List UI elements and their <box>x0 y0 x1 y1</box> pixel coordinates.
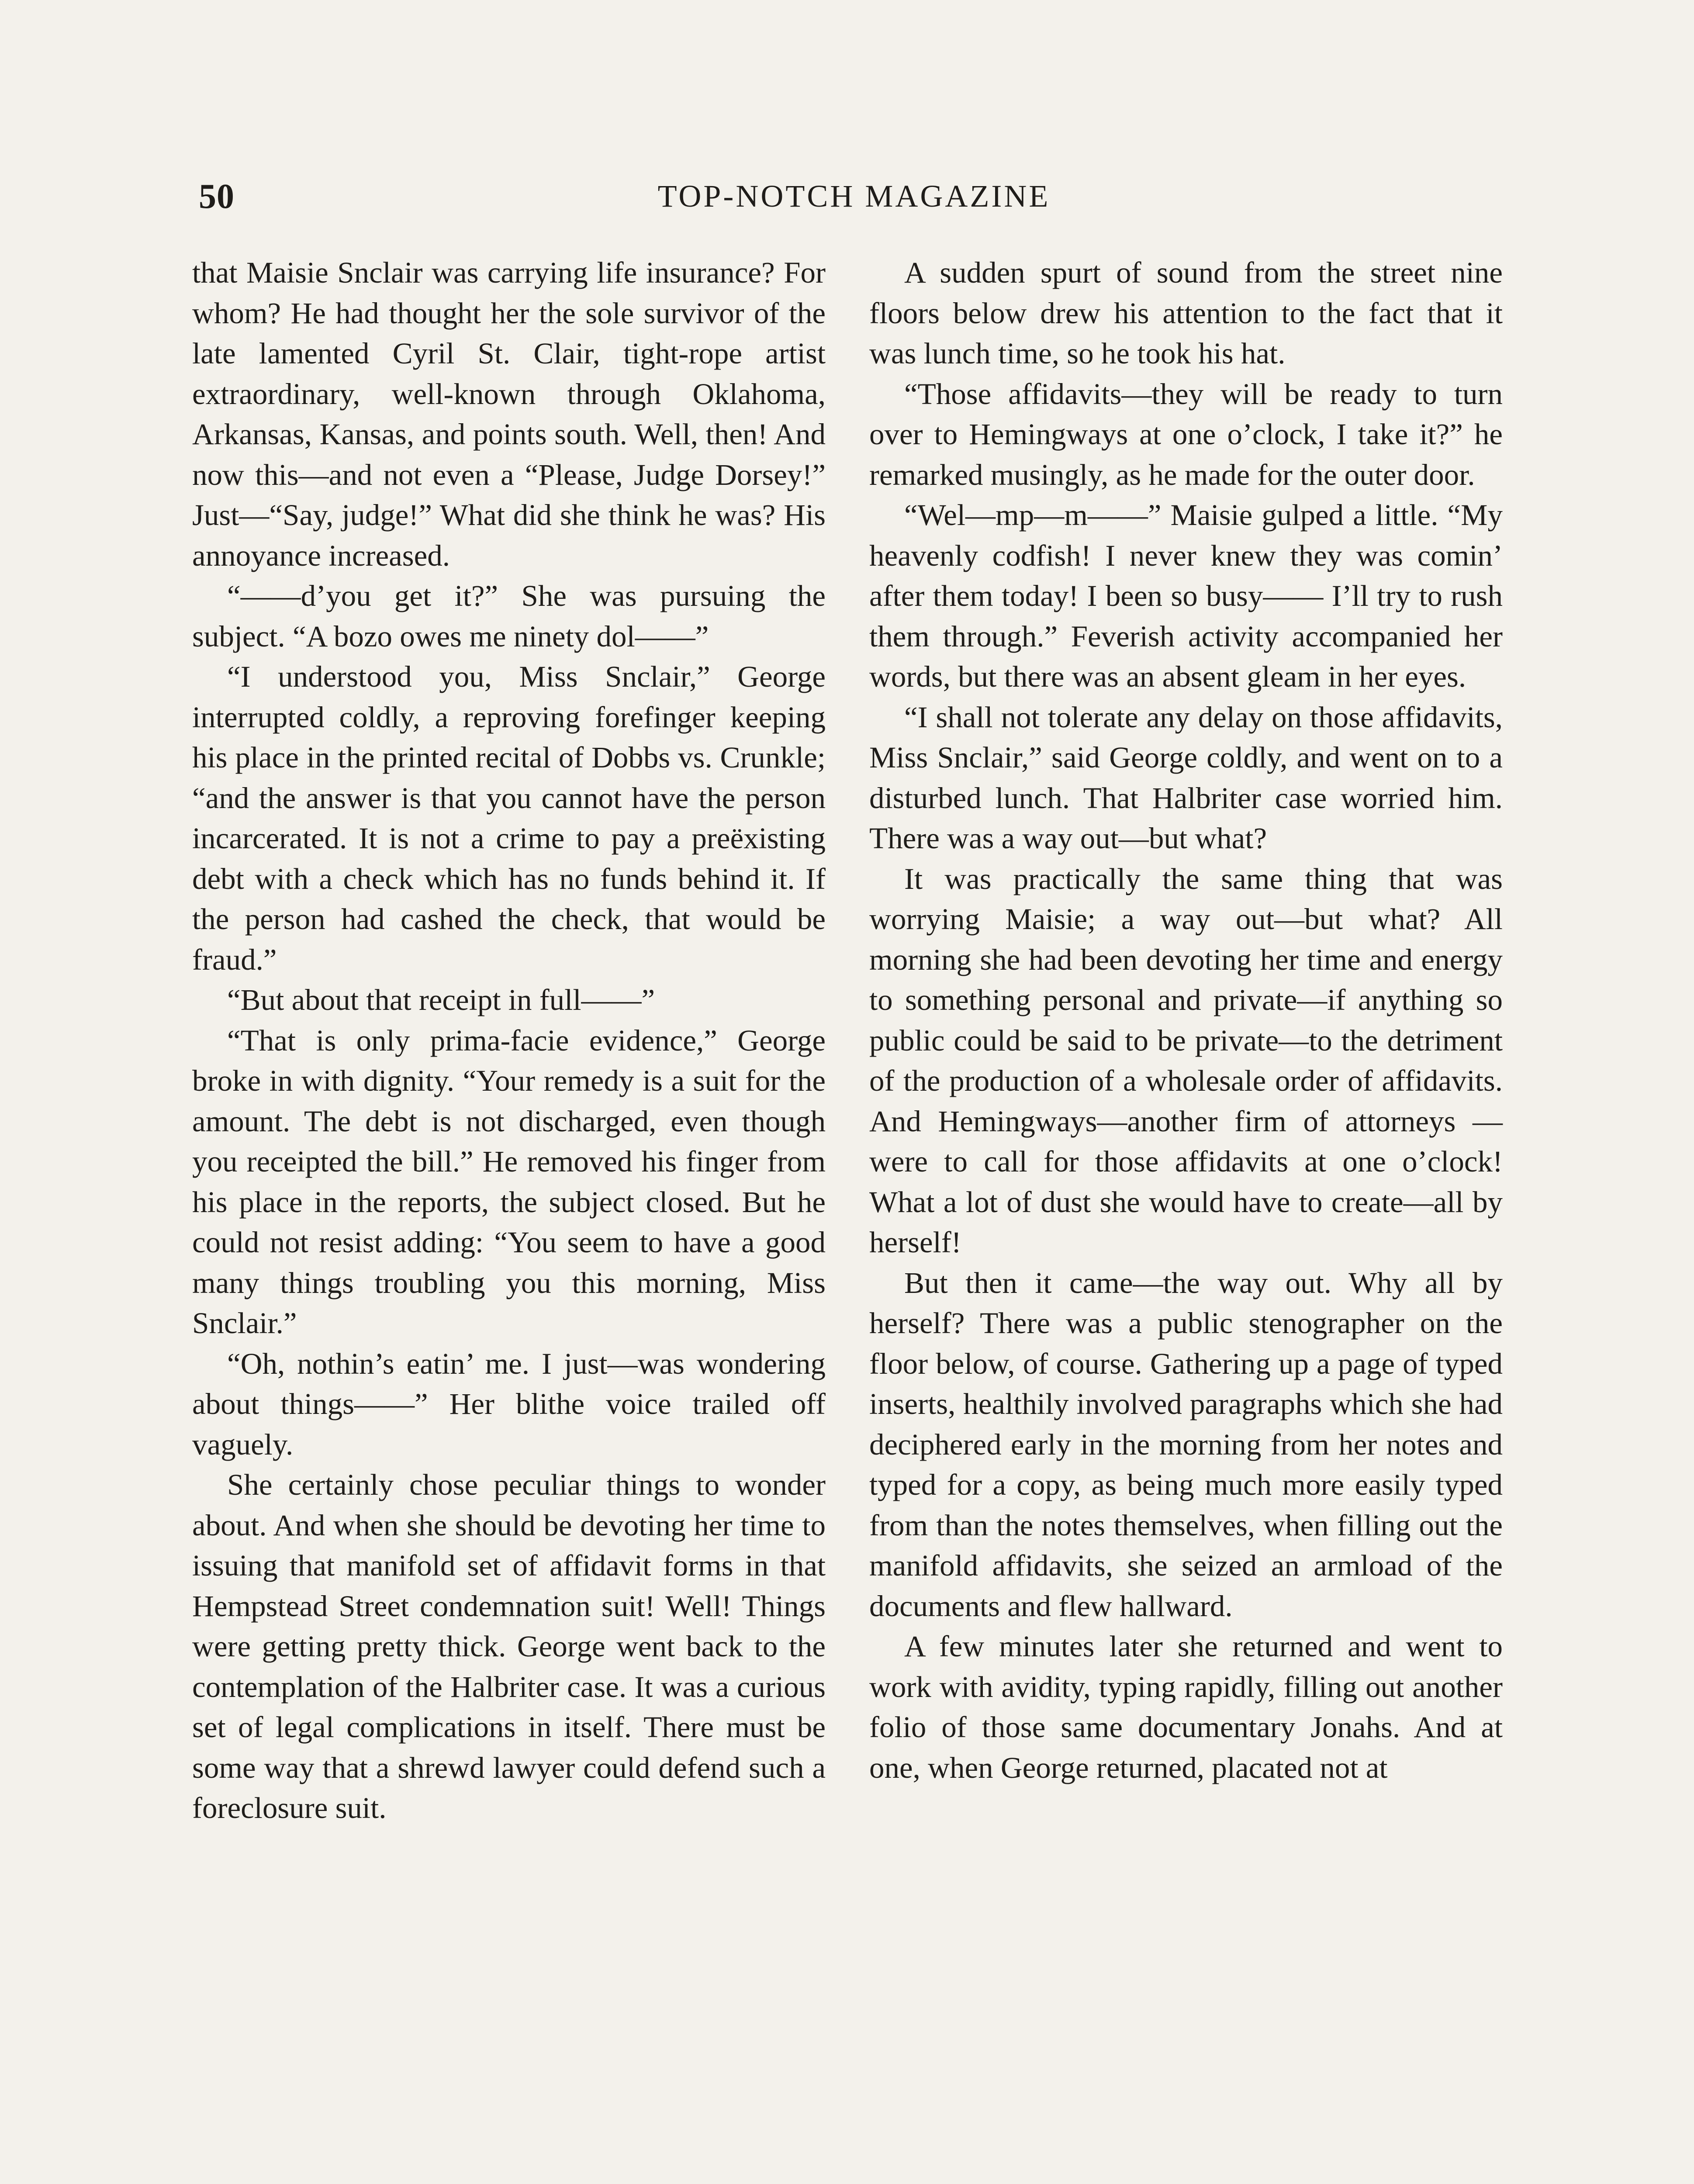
page-number: 50 <box>199 177 235 216</box>
paragraph: It was practically the same thing that was worrying Maisie; a way out—but what? All morning she had been devoting her time and energy to something personal and private—if anything so public could be said to be private—to the detriment of the production of a wholesale order of affidavits. And Hemingways—another firm of attorneys —were to call for those affidavits at one o’clock! What a lot of dust she would have to create—all by herself! <box>869 862 1503 1259</box>
paragraph: “Wel—mp—m——” Maisie gulped a little. “My heavenly codfish! I never knew they was comin’ after them today! I been so busy—— I’ll try to rush them through.” Feverish activity accompanied her words, but there was an absent gleam in her eyes. <box>869 498 1503 693</box>
paragraph: “That is only prima-facie evidence,” George broke in with dignity. “Your remedy is a suit for the amount. The debt is not discharged, even though you receipted the bill.” He removed his finger from his place in the reports, the subject closed. But he could not resist adding: “You seem to have a good many things troubling you this morning, Miss Snclair.” <box>192 1023 826 1340</box>
paragraph: “I understood you, Miss Snclair,” George interrupted coldly, a reproving forefinger keeping his place in the printed recital of Dobbs vs. Crunkle; “and the answer is that you cannot have the person incarcerated. It is not a crime to pay a preëxisting debt with a check which has no funds behind it. If the person had cashed the check, that would be fraud.” <box>192 660 826 976</box>
paragraph: “But about that receipt in full——” <box>227 983 655 1016</box>
paragraph: “——d’you get it?” She was pursuing the subject. “A bozo owes me ninety dol——” <box>192 579 826 653</box>
running-head: TOP-NOTCH MAGAZINE <box>657 179 1051 214</box>
paragraph: A few minutes later she returned and went to work with avidity, typing rapidly, filling out another folio of those same documentary Jonahs. And at one, when George returned, placated not at <box>869 1630 1503 1784</box>
left-column <box>192 252 826 1828</box>
paragraph: A sudden spurt of sound from the street nine floors below drew his attention to the fact that it was lunch time, so he took his hat. <box>869 256 1503 370</box>
paragraph: “Those affidavits—they will be ready to turn over to Hemingways at one o’clock, I take it?” he remarked musingly, as he made for the outer door. <box>869 377 1503 491</box>
right-column <box>869 252 1503 1788</box>
paragraph: She certainly chose peculiar things to wonder about. And when she should be devoting her time to issuing that manifold set of affidavit forms in that Hempstead Street condemnation suit! Well! Things were getting pretty thick. George went back to the contemplation of the Halbriter case. It was a curious set of legal complications in itself. There must be some way that a shrewd lawyer could defend such a foreclosure suit. <box>192 1468 826 1825</box>
paragraph: But then it came—the way out. Why all by herself? There was a public stenographer on the floor below, of course. Gathering up a page of typed inserts, healthily involved paragraphs which she had deciphered early in the morning from her notes and typed for a copy, as being much more easily typed from than the notes themselves, when filling out the manifold affidavits, she seized an armload of the documents and flew hallward. <box>869 1266 1503 1623</box>
paragraph: “Oh, nothin’s eatin’ me. I just—was wondering about things——” Her blithe voice trailed off vaguely. <box>192 1347 826 1461</box>
paragraph: “I shall not tolerate any delay on those affidavits, Miss Snclair,” said George coldly, and went on to a disturbed lunch. That Halbriter case worried him. There was a way out—but what? <box>869 700 1503 855</box>
paragraph: that Maisie Snclair was carrying life insurance? For whom? He had thought her the sole survivor of the late lamented Cyril St. Clair, tight-rope artist extraordinary, well-known through Oklahoma, Arkansas, Kansas, and points south. Well, then! And now this—and not even a “Please, Judge Dorsey!” Just—“Say, judge!” What did she think he was? His annoyance increased. <box>192 256 826 572</box>
